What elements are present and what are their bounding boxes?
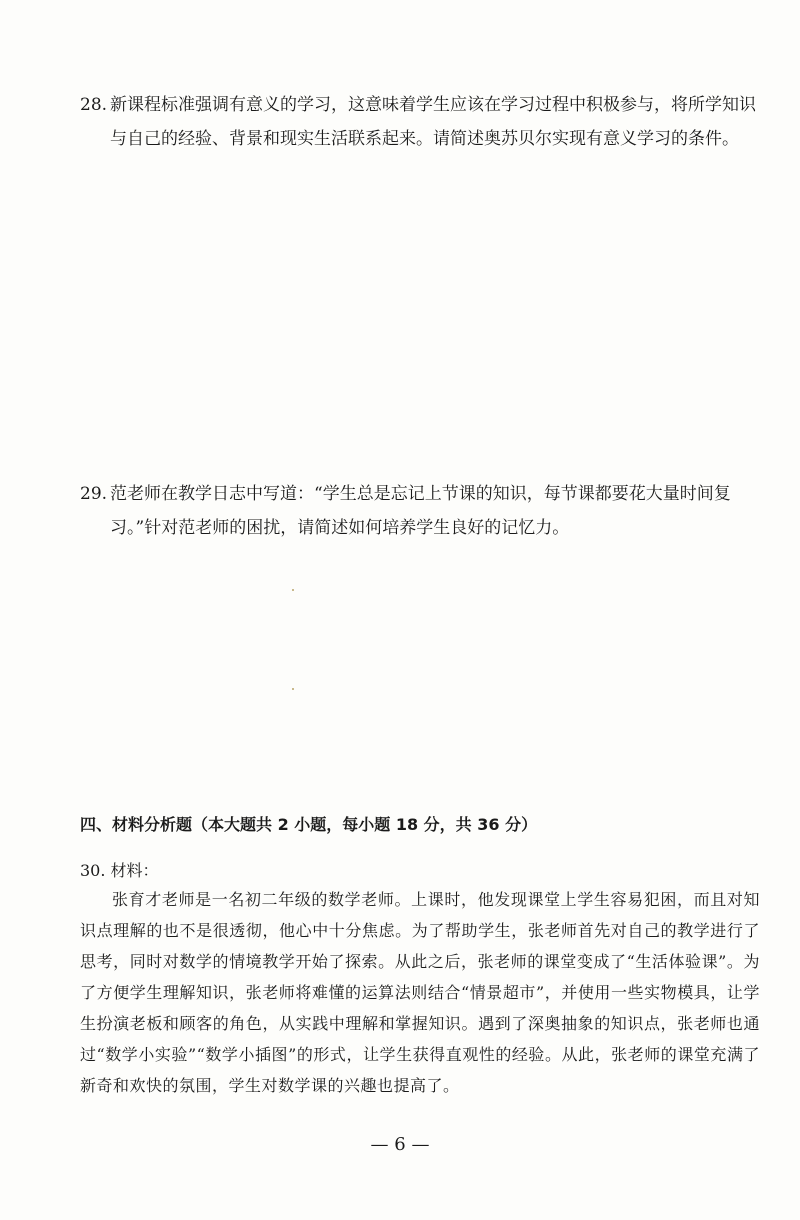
question-28-line-1: 新课程标准强调有意义的学习，这意味着学生应该在学习过程中积极参与，将所学知识: [110, 95, 756, 115]
scan-speck: [292, 688, 294, 690]
question-30-material: 张育才老师是一名初二年级的数学老师。上课时，他发现课堂上学生容易犯困，而且对知识点理解的也不是很透彻，他心中十分焦虑。为了帮助学生，张老师首先对自己的教学进行了思考，同时对数学的情境教学开始了探索。从此之后，张老师的课堂变成了“生活体验课”。为了方便学生理解知识，张老师将难懂的运算法则结合“情景超市”，并使用一些实物模具，让学生扮演老板和顾客的角色，从实践中理解和掌握知识。遇到了深奥抽象的知识点，张老师也通过“数学小实验”“数学小插图”的形式，让学生获得直观性的经验。从此，张老师的课堂充满了新奇和欢快的氛围，学生对数学课的兴趣也提高了。: [80, 890, 760, 1095]
scan-speck: [292, 589, 294, 591]
question-30-heading: 30. 材料：: [80, 861, 159, 880]
question-29-number: 29.: [80, 484, 108, 504]
page-number: — 6 —: [370, 1134, 430, 1155]
question-29: [80, 477, 760, 545]
question-28-line-2: 与自己的经验、背景和现实生活联系起来。请简述奥苏贝尔实现有意义学习的条件。: [110, 129, 739, 149]
question-28: [80, 88, 760, 156]
question-29-line-1: 范老师在教学日志中写道：“学生总是忘记上节课的知识，每节课都要花大量时间复: [110, 484, 731, 504]
question-28-number: 28.: [80, 95, 108, 115]
question-29-line-2: 习。”针对范老师的困扰，请简述如何培养学生良好的记忆力。: [110, 518, 570, 538]
section-heading: 四、材料分析题（本大题共 2 小题，每小题 18 分，共 36 分）: [80, 815, 538, 834]
